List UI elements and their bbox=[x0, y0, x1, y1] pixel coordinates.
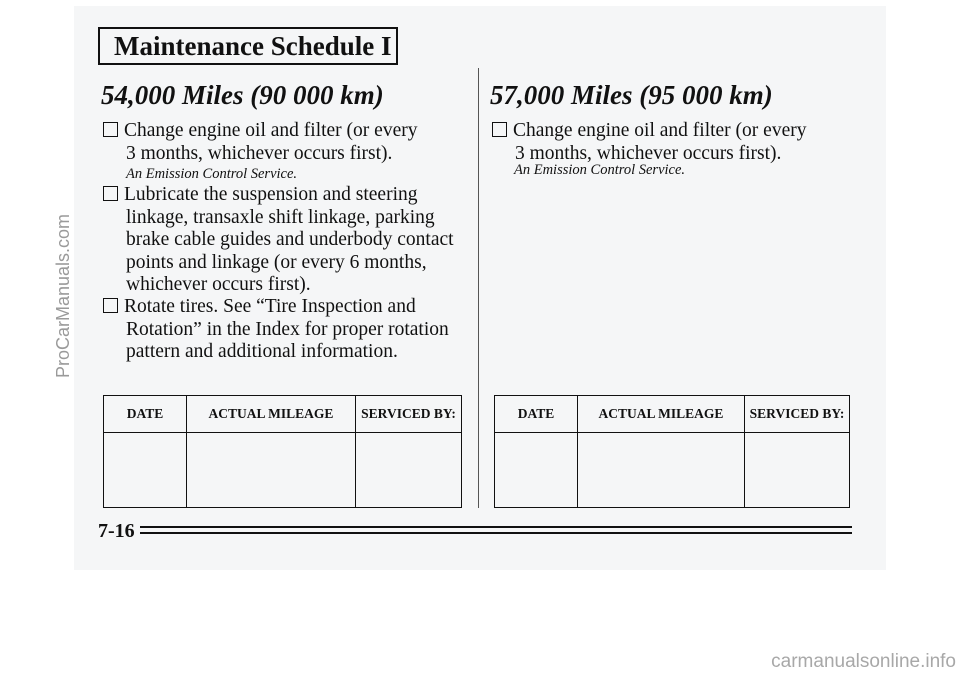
left-service-record-table bbox=[103, 395, 462, 508]
mileage-column-header: ACTUAL MILEAGE bbox=[187, 396, 356, 433]
checkbox-icon bbox=[492, 122, 507, 137]
footer-rule-secondary bbox=[140, 532, 852, 534]
checkbox-icon bbox=[103, 122, 118, 137]
section-title: Maintenance Schedule I bbox=[114, 30, 392, 61]
left-item-lubricate: Lubricate the suspension and steering linkage, transaxle shift linkage, parking brake cable guides and underbody contact points and linkage (or every 6 months, whichever occurs first). bbox=[103, 184, 454, 297]
checkbox-icon bbox=[103, 186, 118, 201]
page-number: 7-16 bbox=[98, 520, 135, 542]
bottom-watermark: carmanualsonline.info bbox=[771, 651, 956, 672]
left-mileage-heading: 54,000 Miles (90 000 km) bbox=[101, 80, 384, 110]
section-title-box bbox=[98, 27, 398, 65]
left-emission-note: An Emission Control Service. bbox=[126, 166, 298, 182]
date-entry-cell[interactable] bbox=[104, 433, 187, 508]
left-item-rotate-tires: Rotate tires. See “Tire Inspection and Rotation” in the Index for proper rotation pattern and additional information. bbox=[103, 296, 449, 364]
date-entry-cell[interactable] bbox=[495, 433, 578, 508]
date-column-header: DATE bbox=[495, 396, 578, 433]
serviced-by-column-header: SERVICED BY: bbox=[356, 396, 462, 433]
left-item-oil-change: Change engine oil and filter (or every 3 months, whichever occurs first). bbox=[103, 120, 417, 165]
right-service-record-table bbox=[494, 395, 850, 508]
mileage-entry-cell[interactable] bbox=[578, 433, 745, 508]
right-mileage-heading: 57,000 Miles (95 000 km) bbox=[490, 80, 773, 110]
date-column-header: DATE bbox=[104, 396, 187, 433]
vertical-watermark: ProCarManuals.com bbox=[53, 213, 73, 378]
serviced-by-column-header: SERVICED BY: bbox=[745, 396, 850, 433]
right-emission-note: An Emission Control Service. bbox=[514, 162, 686, 178]
right-item-oil-change: Change engine oil and filter (or every 3 months, whichever occurs first). bbox=[492, 120, 806, 165]
column-divider bbox=[478, 68, 479, 508]
mileage-entry-cell[interactable] bbox=[187, 433, 356, 508]
footer-rule bbox=[140, 526, 852, 528]
serviced-by-entry-cell[interactable] bbox=[356, 433, 462, 508]
checkbox-icon bbox=[103, 298, 118, 313]
serviced-by-entry-cell[interactable] bbox=[745, 433, 850, 508]
mileage-column-header: ACTUAL MILEAGE bbox=[578, 396, 745, 433]
